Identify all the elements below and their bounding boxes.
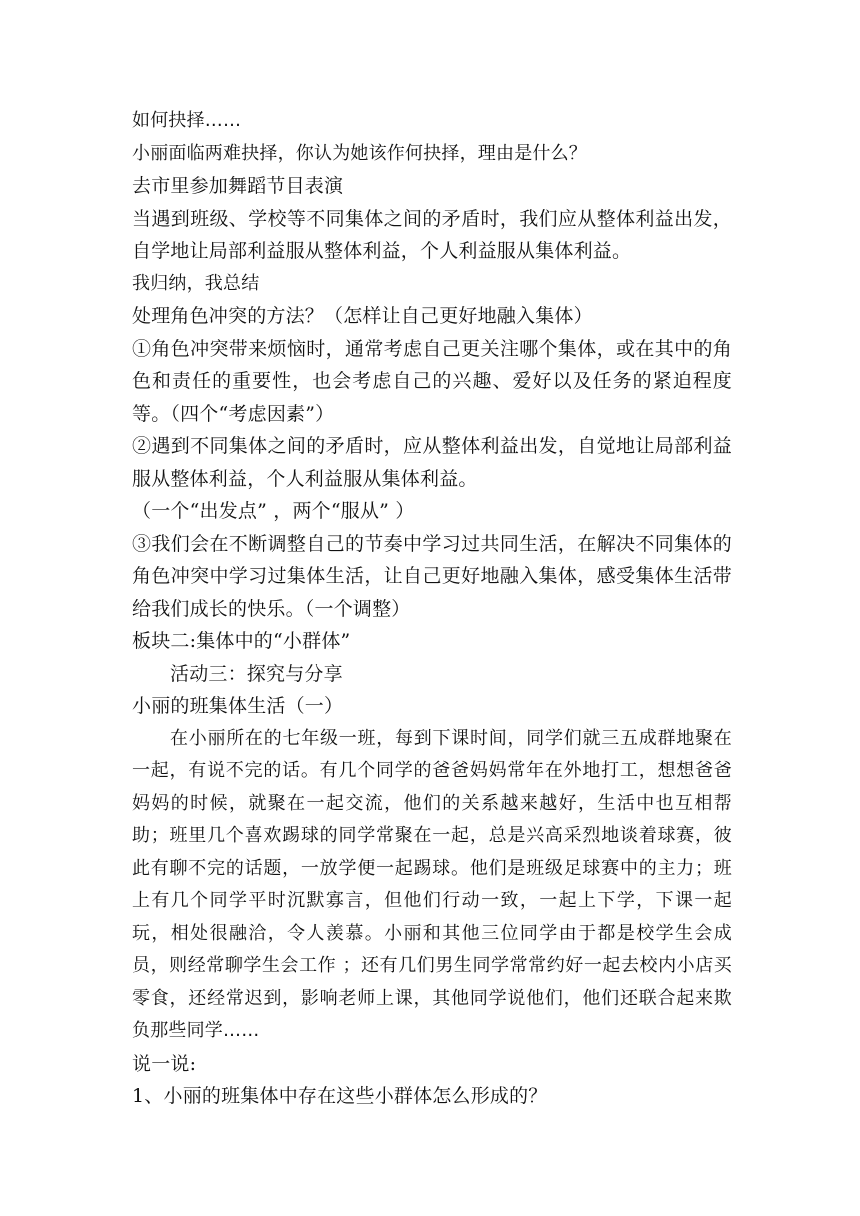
discussion-question-1: 1、小丽的班集体中存在这些小群体怎么形成的？: [132, 1085, 548, 1107]
discussion-heading: 说一说:: [132, 1052, 197, 1075]
paragraph-how-to-choose: 如何抉择……: [132, 110, 242, 131]
paragraph-method-question: 处理角色冲突的方法？（怎样让自己更好地融入集体）: [132, 305, 593, 327]
activity-heading: 活动三：探究与分享: [170, 662, 343, 685]
section-heading-block-2: 板块二:集体中的“小群体”: [132, 630, 351, 652]
paragraph-point-1: ①角色冲突带来烦恼时，通常考虑自己更关注哪个集体，或在其中的角色和责任的重要性，也会考虑自己的兴趣、爱好以及任务的紧迫程度等。（四个“考虑因素”）: [132, 337, 732, 425]
paragraph-point-3: ③我们会在不断调整自己的节奏中学习过共同生活，在解决不同集体的角色冲突中学习过集体生活，让自己更好地融入集体，感受集体生活带给我们成长的快乐。（一个调整）: [132, 532, 732, 620]
paragraph-point-2: ②遇到不同集体之间的矛盾时，应从整体利益出发，自觉地让局部利益服从整体利益，个人利益服从集体利益。: [132, 435, 732, 490]
paragraph-point-2-note: （一个“出发点” ，两个“服从” ）: [132, 500, 415, 522]
story-body: 在小丽所在的七年级一班，每到下课时间，同学们就三五成群地聚在一起，有说不完的话。有几个同学的爸爸妈妈常年在外地打工，想想爸爸妈妈的时候，就聚在一起交流，他们的关系越来越好，生活中也互相帮助；班里几个喜欢踢球的同学常聚在一起，总是兴高采烈地谈着球赛，彼此有聊不完的话题，一放学便一起踢球。他们是班级足球赛中的主力；班上有几个同学平时沉默寡言，但他们行动一致，一起上下学，下课一起玩，相处很融洽，令人羡慕。小丽和其他三位同学由于都是校学生会成员，则经常聊学生会工作 ；还有几们男生同学常常约好一起去校内小店买零食，还经常迟到，影响老师上课，其他同学说他们，他们还联合起来欺负那些同学……: [132, 727, 732, 1041]
story-title: 小丽的班集体生活（一）: [132, 695, 344, 717]
paragraph-answer-dance: 去市里参加舞蹈节目表演: [132, 175, 344, 197]
paragraph-summary-heading: 我归纳，我总结: [132, 272, 260, 294]
document-page: [132, 105, 732, 1113]
paragraph-conflict-principle: 当遇到班级、学校等不同集体之间的矛盾时，我们应从整体利益出发，自学地让局部利益服从整体利益，个人利益服从集体利益。: [132, 207, 732, 262]
paragraph-dilemma-question: 小丽面临两难抉择，你认为她该作何抉择，理由是什么？: [132, 142, 587, 164]
